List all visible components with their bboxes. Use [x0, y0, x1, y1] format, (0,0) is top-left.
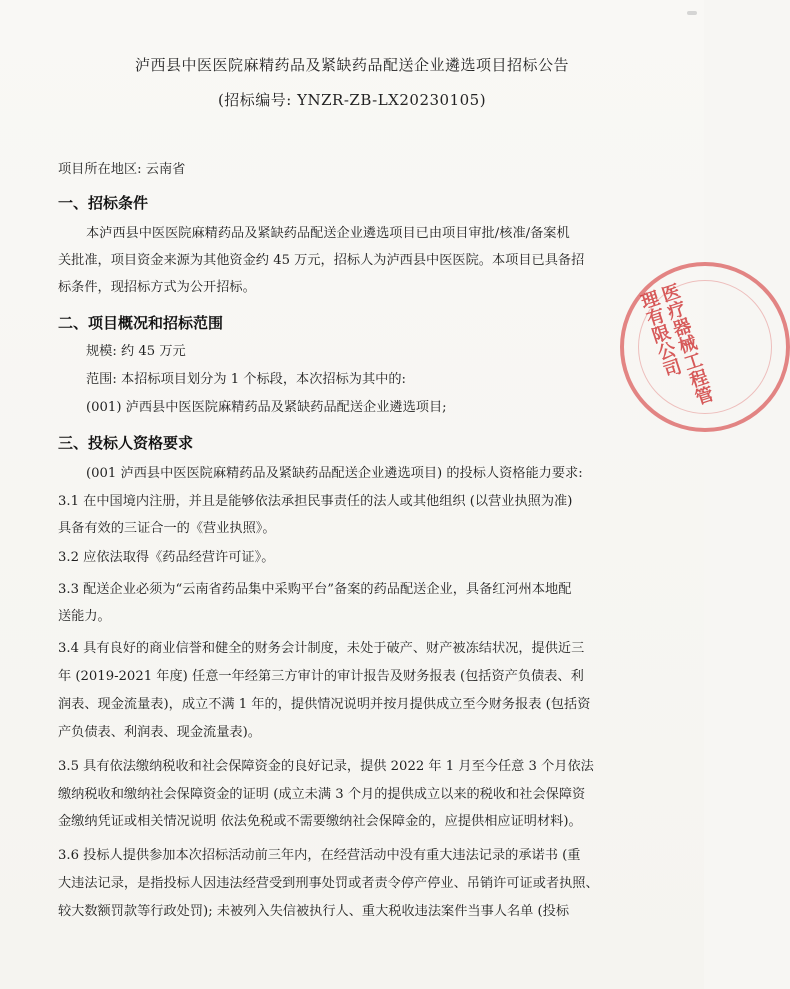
section-3-line-11: 3.5 具有依法缴纳税收和社会保障资金的良好记录，提供 2022 年 1 月至今任意 3 个月依法: [58, 759, 594, 774]
tender-number: (招标编号: YNZR-ZB-LX20230105): [217, 91, 487, 109]
section-3-line-8: 年 (2019-2021 年度) 任意一年经第三方审计的审计报告及财务报表 (包括资产负债表、利: [58, 669, 584, 684]
section-heading-3: 三、投标人资格要求: [58, 434, 194, 452]
section-1-line-1: 本泸西县中医医院麻精药品及紧缺药品配送企业遴选项目已由项目审批/核准/备案机: [86, 226, 570, 241]
section-3-line-1: (001 泸西县中医医院麻精药品及紧缺药品配送企业遴选项目) 的投标人资格能力要求:: [86, 466, 583, 481]
scan-mark: [687, 11, 697, 15]
section-3-line-15: 大违法记录，是指投标人因违法经营受到刑事处罚或者责令停产停业、吊销许可证或者执照、: [58, 876, 599, 891]
section-3-line-3: 具备有效的三证合一的《营业执照》。: [58, 521, 276, 536]
section-3-line-13: 金缴纳凭证或相关情况说明 依法免税或不需要缴纳社会保障金的，应提供相应证明材料)。: [58, 814, 582, 829]
document-title: 泸西县中医医院麻精药品及紧缺药品配送企业遴选项目招标公告: [134, 56, 569, 74]
section-3-line-7: 3.4 具有良好的商业信誉和健全的财务会计制度，未处于破产、财产被冻结状况，提供近三: [58, 641, 585, 656]
section-1-line-2: 关批准，项目资金来源为其他资金约 45 万元，招标人为泸西县中医医院。本项目已具备招: [58, 253, 585, 268]
section-3-line-4: 3.2 应依法取得《药品经营许可证》。: [58, 550, 275, 565]
section-3-line-6: 送能力。: [58, 609, 111, 624]
section-3-line-9: 润表、现金流量表)，成立不满 1 年的，提供情况说明并按月提供成立至今财务报表 (包括资: [58, 697, 591, 712]
section-heading-1: 一、招标条件: [58, 194, 149, 212]
section-3-line-5: 3.3 配送企业必须为“云南省药品集中采购平台”备案的药品配送企业，具备红河州本地配: [58, 582, 572, 597]
project-region: 项目所在地区: 云南省: [58, 162, 186, 177]
section-3-line-2: 3.1 在中国境内注册，并且是能够依法承担民事责任的法人或其他组织 (以营业执照为准): [58, 494, 573, 509]
section-3-line-12: 缴纳税收和缴纳社会保障资金的证明 (成立未满 3 个月的提供成立以来的税收和社会保障资: [58, 787, 586, 802]
seal-text: 医疗器械工程管理有限公司: [635, 281, 716, 408]
section-3-line-10: 产负债表、利润表、现金流量表)。: [58, 725, 261, 740]
section-1-line-3: 标条件，现招标方式为公开招标。: [58, 280, 256, 295]
section-3-line-14: 3.6 投标人提供参加本次招标活动前三年内，在经营活动中没有重大违法记录的承诺书 (重: [58, 848, 581, 863]
section-2-line-3: (001) 泸西县中医医院麻精药品及紧缺药品配送企业遴选项目;: [86, 400, 447, 415]
section-heading-2: 二、项目概况和招标范围: [58, 314, 224, 332]
section-2-line-2: 范围: 本招标项目划分为 1 个标段，本次招标为其中的:: [86, 372, 406, 387]
section-3-line-16: 较大数额罚款等行政处罚); 未被列入失信被执行人、重大税收违法案件当事人名单 (投标: [58, 904, 570, 919]
section-2-line-1: 规模: 约 45 万元: [86, 344, 186, 359]
